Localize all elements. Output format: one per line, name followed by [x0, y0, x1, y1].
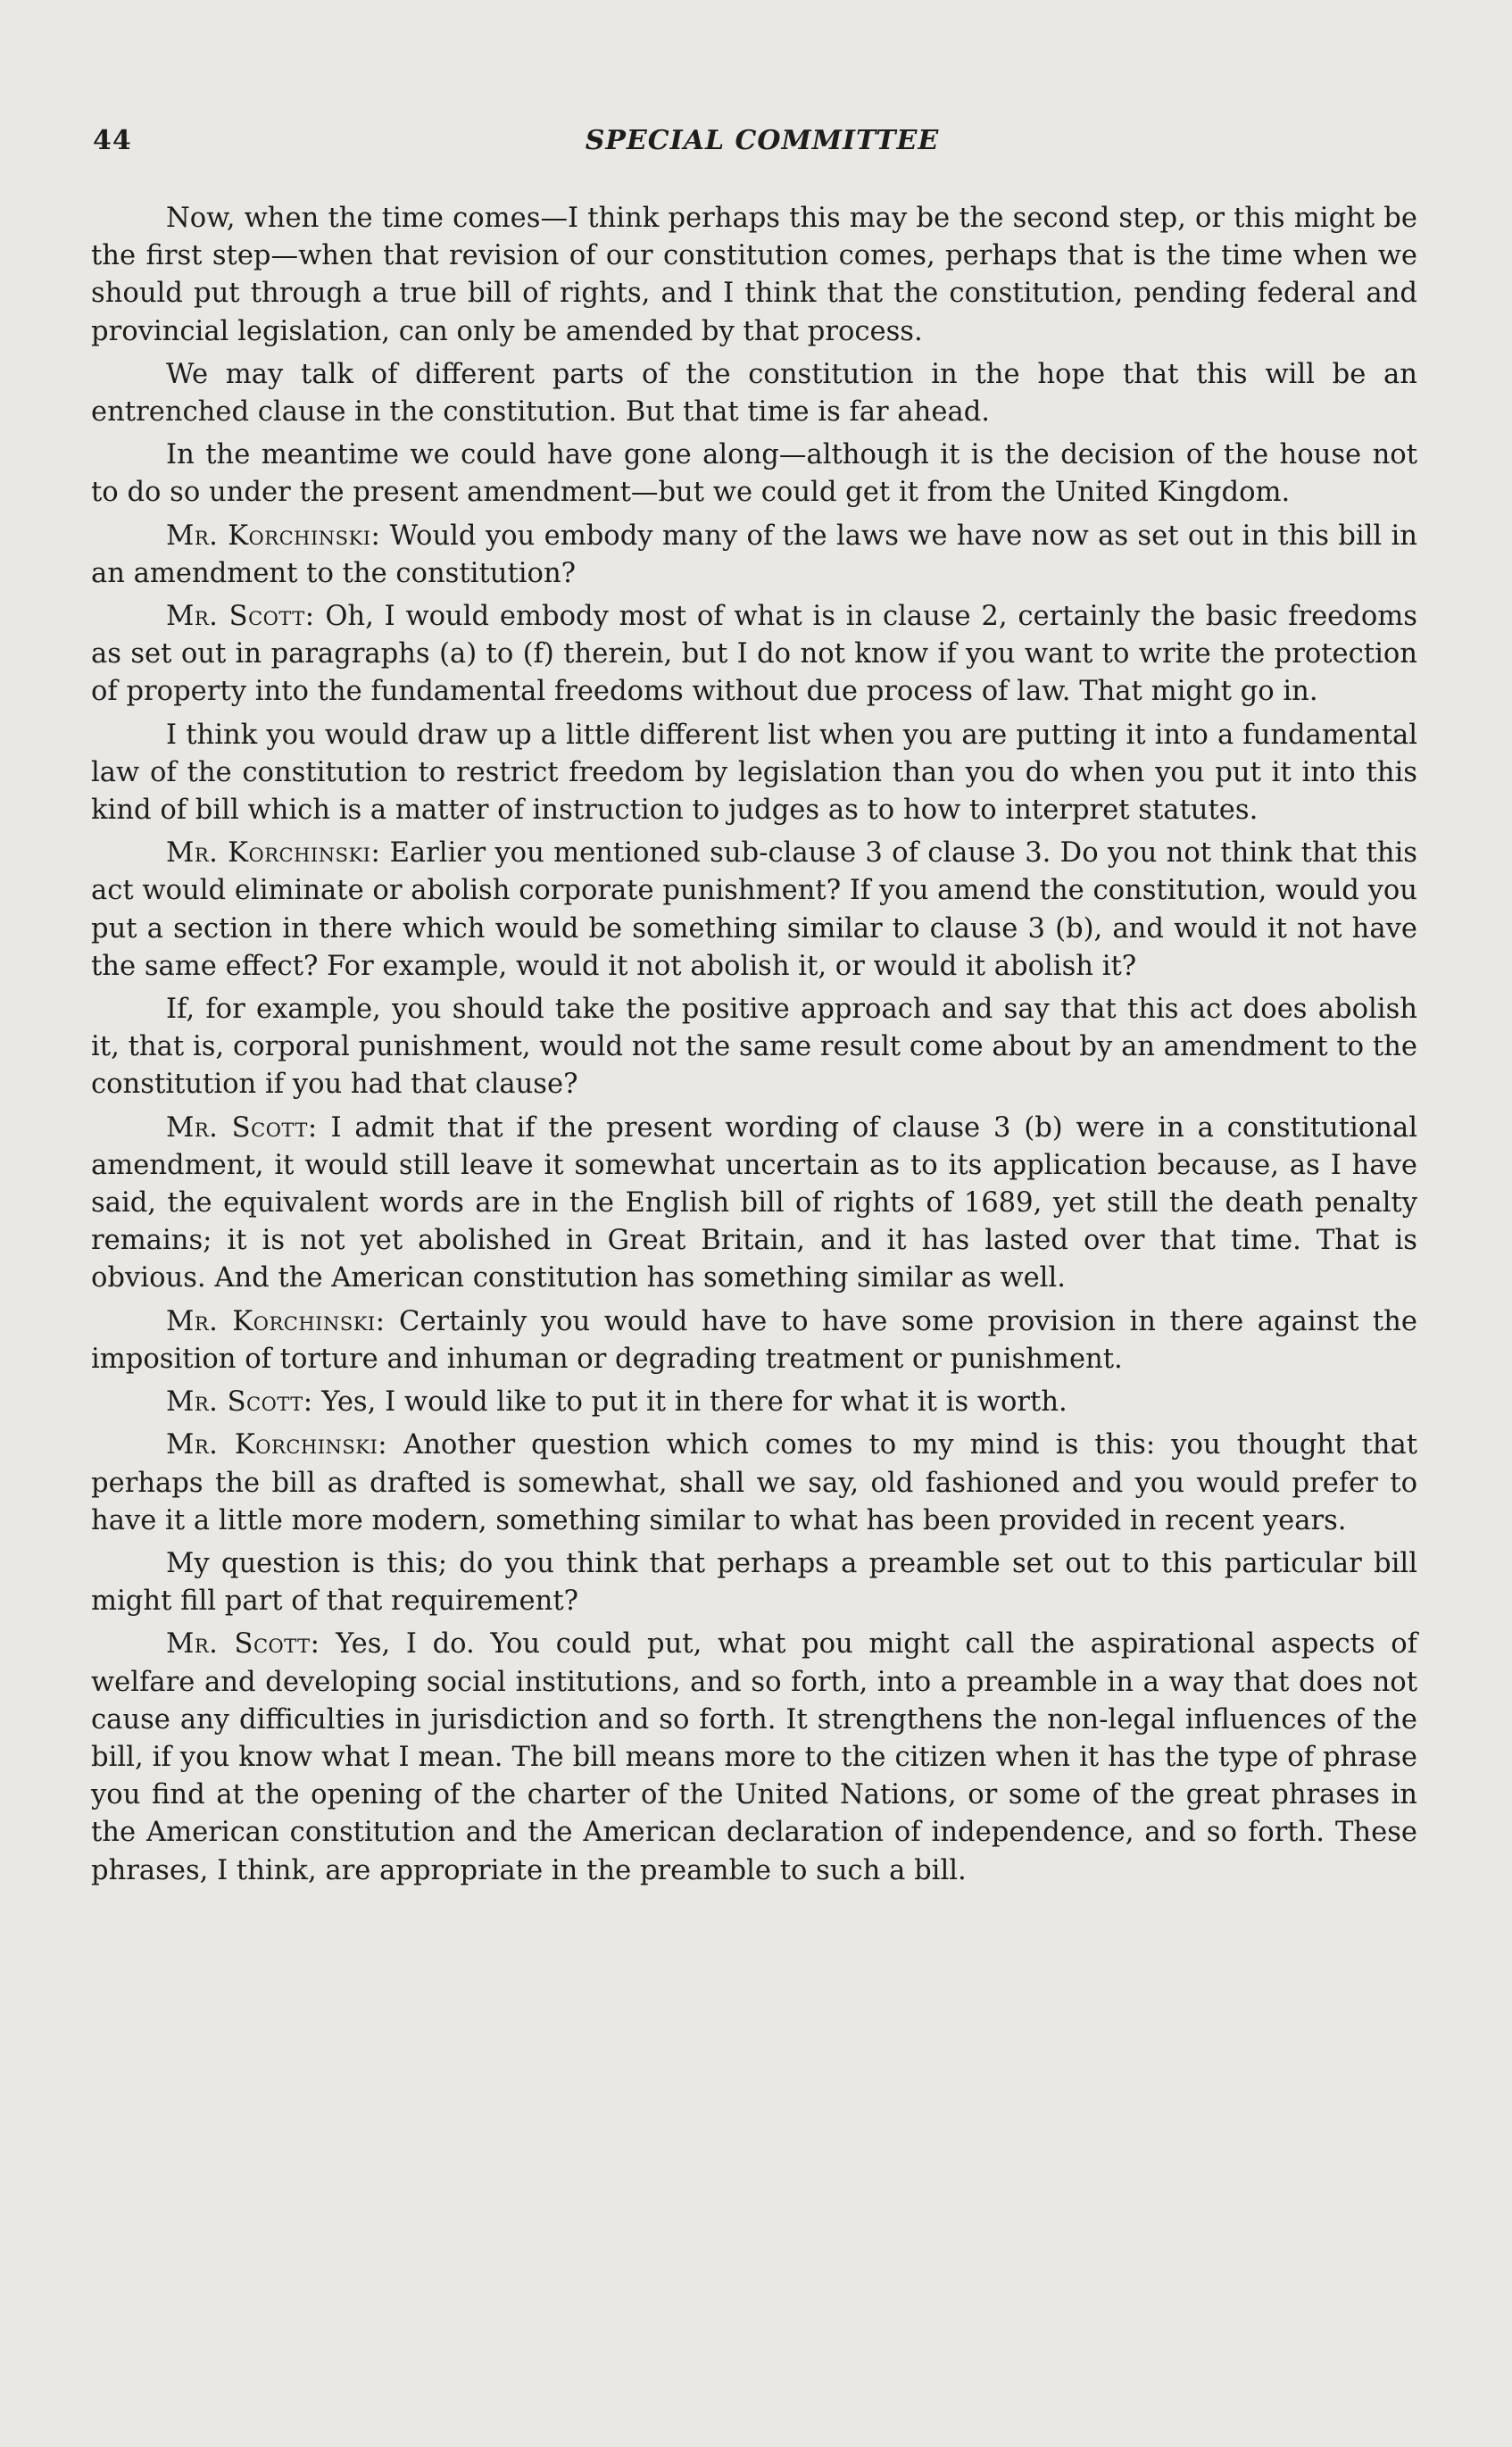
paragraph-text: In the meantime we could have gone along—although it is the decision of the house not to do so under the present amendment—but we could get it from the United Kingdom.	[91, 439, 1417, 509]
paragraph-text: Another question which comes to my mind is this: you thought that perhaps the bill as drafted is somewhat, shall we say, old fashioned and you would prefer to have it a little more modern, something similar to what has been provided in recent years.	[91, 1429, 1417, 1536]
paragraph-text: I admit that if the present wording of clause 3 (b) were in a constitutional amendment, it would still leave it somewhat uncertain as to its application because, as I have said, the equivalent words are in the English bill of rights of 1689, yet still the death penalty remains; it is not yet abolished in Great Britain, and it has lasted over that time. That is obvious. And the American constitution has something similar as well.	[91, 1111, 1417, 1294]
paragraph	[91, 598, 1417, 712]
paragraph-text: Now, when the time comes—I think perhaps this may be the second step, or this might be the first step—when that revision of our constitution comes, perhaps that is the time when we should put through a true bill of rights, and I think that the constitution, pending federal and provincial legislation, can only be amended by that process.	[91, 203, 1417, 347]
paragraph	[91, 518, 1417, 593]
page-header	[93, 125, 1432, 164]
running-title: SPECIAL COMMITTEE	[585, 125, 940, 156]
paragraph	[91, 1545, 1417, 1620]
speaker-name: Mr. Scott:	[166, 1386, 313, 1419]
paragraph	[91, 1626, 1417, 1889]
paragraph	[91, 437, 1417, 512]
paragraph	[91, 717, 1417, 830]
speaker-name: Mr. Scott:	[166, 1111, 318, 1144]
paragraph-text: Oh, I would embody most of what is in clause 2, certainly the basic freedoms as set out in paragraphs (a) to (f) therein, but I do not know if you want to write the protection of property into the fundamental freedoms without due process of law. That might go in.	[91, 601, 1417, 708]
speaker-name: Mr. Korchinski:	[166, 837, 381, 870]
paragraph-text: Yes, I do. You could put, what pou might call the aspirational aspects of welfare and developing social institutions, and so forth, into a preamble in a way that does not cause any difficulties in jurisdiction and so forth. It strengthens the non-legal influences of the bill, if you know what I mean. The bill means more to the citizen when it has the type of phrase you find at the opening of the charter of the United Nations, or some of the great phrases in the American constitution and the American declaration of independence, and so forth. These phrases, I think, are appropriate in the preamble to such a bill.	[91, 1628, 1417, 1886]
speaker-name: Mr. Korchinski:	[166, 520, 381, 552]
paragraph	[91, 1303, 1417, 1378]
paragraph-text: Yes, I would like to put it in there for what it is worth.	[321, 1386, 1068, 1419]
paragraph-text: Earlier you mentioned sub-clause 3 of clause 3. Do you not think that this act would eliminate or abolish corporate punishment? If you amend the constitution, would you put a section in there which would be something similar to clause 3 (b), and would it not have the same effect? For example, would it not abolish it, or would it abolish it?	[91, 837, 1418, 982]
page-number: 44	[93, 125, 132, 156]
paragraph-text: My question is this; do you think that perhaps a preamble set out to this particular bill might fill part of that requirement?	[91, 1547, 1417, 1618]
paragraph	[91, 200, 1417, 351]
paragraph-text: I think you would draw up a little different list when you are putting it into a fundamental law of the constitution to restrict freedom by legislation than you do when you put it into this kind of bill which is a matter of instruction to judges as to how to interpret statutes.	[91, 719, 1417, 827]
paragraph-text: Would you embody many of the laws we have now as set out in this bill in an amendment to the constitution?	[91, 520, 1417, 589]
paragraph	[91, 991, 1417, 1104]
paragraph	[91, 835, 1417, 986]
body-text	[91, 200, 1417, 1895]
speaker-name: Mr. Scott:	[166, 601, 315, 633]
paragraph	[91, 356, 1417, 431]
paragraph	[91, 1110, 1417, 1298]
paragraph-text: We may talk of different parts of the constitution in the hope that this will be an entrenched clause in the constitution. But that time is far ahead.	[91, 358, 1417, 429]
speaker-name: Mr. Scott:	[166, 1628, 320, 1660]
paragraph	[91, 1427, 1417, 1540]
speaker-name: Mr. Korchinski:	[166, 1305, 386, 1337]
paragraph	[91, 1384, 1417, 1421]
paragraph-text: If, for example, you should take the positive approach and say that this act does abolish it, that is, corporal punishment, would not the same result come about by an amendment to the constitution if you had that clause?	[91, 994, 1417, 1101]
paragraph-text: Certainly you would have to have some provision in there against the imposition of torture and inhuman or degrading treatment or punishment.	[91, 1305, 1417, 1375]
speaker-name: Mr. Korchinski:	[166, 1429, 388, 1461]
